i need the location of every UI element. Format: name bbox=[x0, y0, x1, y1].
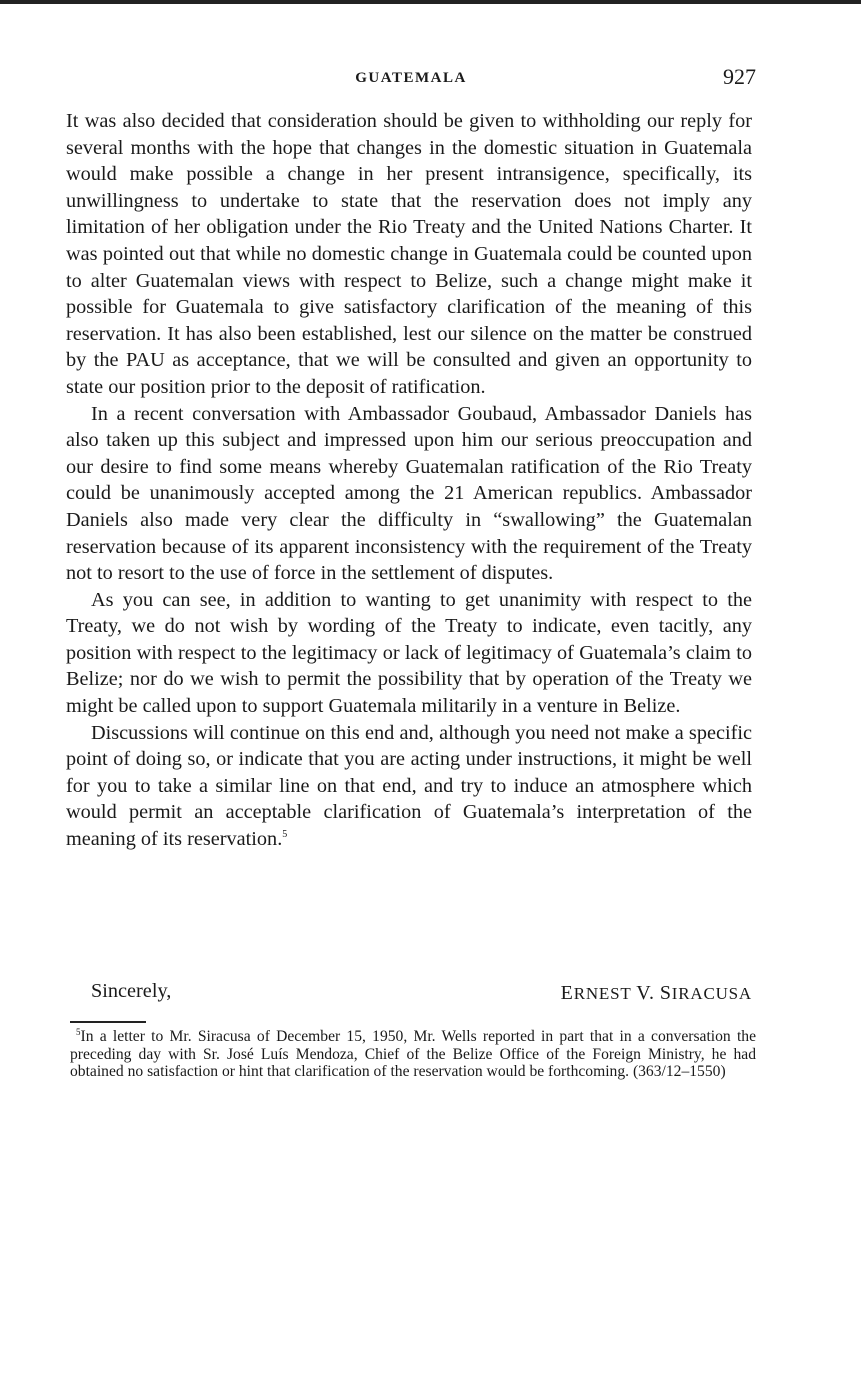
valediction: Sincerely, bbox=[91, 980, 172, 1002]
letter-body bbox=[66, 108, 752, 853]
signature-middle: V. bbox=[636, 982, 655, 1004]
paragraph-1: It was also decided that consideration should be given to withholding our reply for several months with the hope that changes in the domestic situation in Guatemala would make possible a change in her present intransigence, specifically, its unwillingness to undertake to state that the reservation does not imply any limitation of her obligation under the Rio Treaty and the United Nations Charter. It was pointed out that while no domestic change in Guatemala could be counted upon to alter Guatemalan views with respect to Belize, such a change might make it possible for Guatemala to give satisfactory clarification of the meaning of this reservation. It has also been established, lest our silence on the matter be construed by the PAU as acceptance, that we will be consulted and given an opportunity to state our position prior to the deposit of ratification. bbox=[66, 110, 752, 398]
signature-initial-last: S bbox=[659, 982, 672, 1004]
footnote-text: In a letter to Mr. Siracusa of December 15, 1950, Mr. Wells reported in part that in a conversation the preceding day with Sr. José Luís Mendoza, Chief of the Belize Office of the Foreign Ministry, he had obtained no satisfaction or hint that clarification of the reservation would be forthcoming. (363/12–1550) bbox=[70, 1028, 756, 1080]
footnote bbox=[70, 1028, 756, 1081]
signature-last-rest: IRACUSA bbox=[671, 984, 752, 1003]
signature-initial-first: E bbox=[560, 982, 574, 1004]
running-title: GUATEMALA bbox=[355, 70, 467, 86]
paragraph-3: As you can see, in addition to wanting to get unanimity with respect to the Treaty, we do not wish by wording of the Treaty to indicate, even tacitly, any position with respect to the legitimacy or lack of legitimacy of Guatemala’s claim to Belize; nor do we wish to permit the possibility that by operation of the Treaty we might be called upon to support Guatemala militarily in a venture in Belize. bbox=[66, 588, 752, 718]
top-border-rule bbox=[0, 0, 861, 4]
footnote-rule bbox=[70, 1021, 146, 1023]
signature bbox=[561, 982, 752, 1005]
paragraph-4 bbox=[66, 720, 752, 853]
footnote-reference: 5 bbox=[282, 829, 288, 841]
page-number: 927 bbox=[723, 64, 756, 89]
running-head bbox=[66, 64, 756, 94]
footnote-marker: 5 bbox=[76, 1026, 81, 1037]
signature-first-rest: RNEST bbox=[573, 984, 632, 1003]
letter-closing bbox=[66, 980, 752, 1010]
paragraph-4-text: Discussions will continue on this end and, although you need not make a specific point of doing so, or indicate that you are acting under instructions, it might be well for you to take a similar line on that end, and try to induce an atmosphere which would permit an acceptable clarification of Guatemala’s interpretation of the meaning of its reservation. bbox=[66, 721, 752, 851]
paragraph-2: In a recent conversation with Ambassador Goubaud, Ambassador Daniels has also taken up this subject and impressed upon him our serious preoccupation and our desire to find some means whereby Guatemalan ratification of the Rio Treaty could be unanimously accepted among the 21 American republics. Ambassador Daniels also made very clear the difficulty in “swallowing” the Guatemalan reservation because of its apparent inconsistency with the requirement of the Treaty not to resort to the use of force in the settlement of disputes. bbox=[66, 402, 752, 585]
